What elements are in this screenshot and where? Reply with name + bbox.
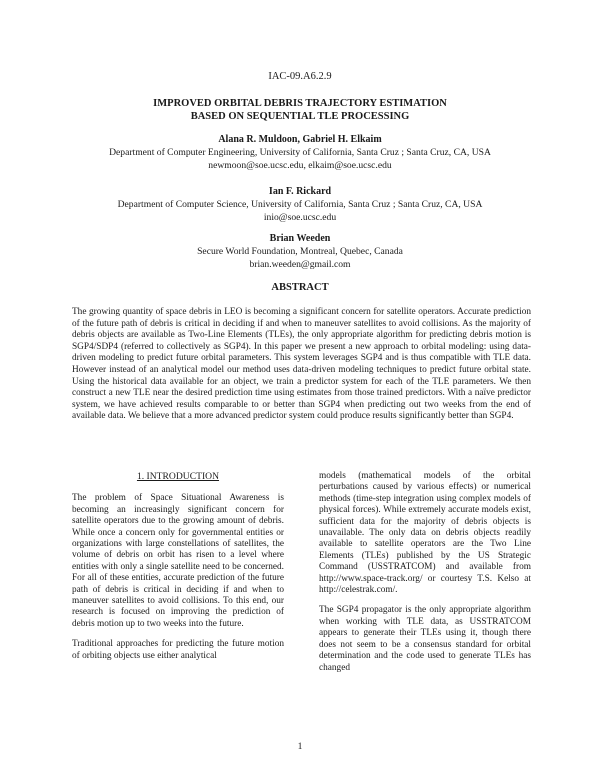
section-heading: 1. INTRODUCTION (136, 471, 220, 482)
abstract-heading: ABSTRACT (271, 282, 329, 293)
author-3-names: Brian Weeden (269, 233, 331, 244)
author-2-affiliation: Department of Computer Science, University of California, Santa Cruz ; Santa Cruz, CA, USA (117, 199, 483, 210)
right-column (319, 471, 531, 683)
title-line-2: BASED ON SEQUENTIAL TLE PROCESSING (190, 111, 410, 122)
conference-id: IAC-09.A6.2.9 (268, 71, 332, 82)
author-1-email: newmoon@soe.ucsc.edu, elkaim@soe.ucsc.edu (208, 159, 392, 171)
author-3-affiliation-block (60, 246, 540, 271)
left-column (72, 471, 284, 671)
abstract-text: The growing quantity of space debris in LEO is becoming a significant concern for satellite operators. Accurate prediction of the future path of debris is critical in deciding if and when to maneuver satellites to avoid collisions. As the majority of debris objects are available as Two-Line Elements (TLEs), the only appropriate algorithm for predicting debris motion is SGP4/SDP4 (referred to collectively as SGP4). In this paper we present a new approach to orbital modeling: using data-driven modeling to predict future orbital parameters. This system leverages SGP4 and is thus compatible with TLE data. However instead of an analytical model our method uses data-driven modeling techniques to predict future orbital state. Using the historical data available for an object, we train a predictor system for each of the TLE parameters. We then construct a new TLE near the desired prediction time using estimates from those trained predictors. With a naïve predictor system, we have achieved results comparable to or better than SGP4 when predicting out two weeks from the end of available data. We believe that a more advanced predictor system could produce results significantly better than SGP4. (72, 307, 531, 422)
paper-title (60, 97, 540, 123)
right-paragraph-2: The SGP4 propagator is the only appropriate algorithm when working with TLE data, as USSTRATCOM appears to generate their TLEs using it, though there does not seem to be a consensus standard for orbital determination and the code used to generate TLEs has changed (319, 605, 531, 673)
author-2-affiliation-block (30, 199, 570, 224)
author-3-affiliation: Secure World Foundation, Montreal, Quebec, Canada (197, 246, 403, 257)
page-number: 1 (297, 741, 303, 752)
right-paragraph-1: models (mathematical models of the orbital perturbations caused by various effects) or numerical methods (time-step integration using complex models of physical forces). While extremely accurate models exist, sufficient data for the majority of debris objects is unavailable. The only data on debris objects readily available to satellite operators are the Two Line Elements (TLEs) published by the US Strategic Command (USSTRATCOM) and available from http://www.space-track.org/ or courtesy T.S. Kelso at http://celestrak.com/. (319, 471, 531, 596)
author-1-affiliation: Department of Computer Engineering, University of California, Santa Cruz ; Santa Cruz, CA, USA (109, 147, 491, 158)
left-paragraph-1: The problem of Space Situational Awareness is becoming an increasingly significant concern for satellite operators due to the growing amount of debris. While once a concern only for governmental entities or organizations with large constellations of satellites, the volume of debris on orbit has risen to a level where entities with only a single satellite need to be concerned. For all of these entities, accurate prediction of the future path of debris is critical in deciding if and when to maneuver satellites to avoid collisions. To this end, our research is focused on improving the prediction of debris motion up to two weeks into the future. (72, 493, 284, 629)
author-3-email: brian.weeden@gmail.com (249, 258, 351, 270)
author-1-names: Alana R. Muldoon, Gabriel H. Elkaim (218, 134, 382, 145)
left-paragraph-2: Traditional approaches for predicting the future motion of orbiting objects use either analytical (72, 639, 284, 661)
author-2-email: inio@soe.ucsc.edu (263, 211, 337, 223)
author-2-names: Ian F. Rickard (268, 186, 332, 197)
title-line-1: IMPROVED ORBITAL DEBRIS TRAJECTORY ESTIMATION (153, 98, 447, 109)
author-1-affiliation-block (30, 147, 570, 172)
